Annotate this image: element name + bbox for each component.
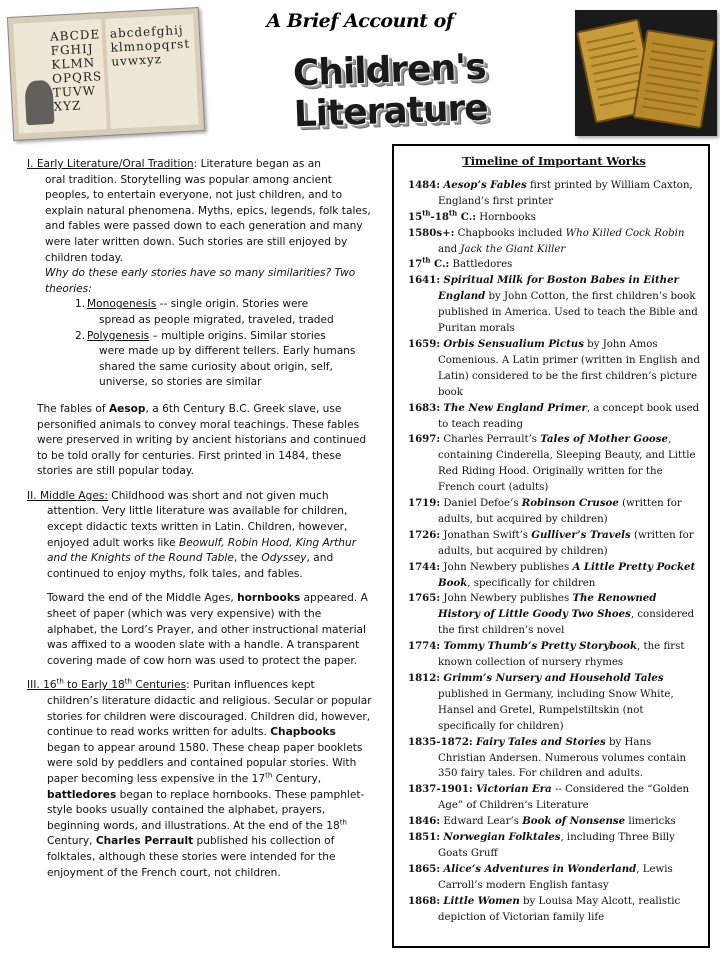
section-early-literature [27,157,372,480]
section-heading: III. 16th to Early 18th Centuries [27,677,187,692]
history-column [27,157,372,890]
section-body: attention. Very little literature was available for children, except didactic texts written in Latin. Children, however, enjoyed adult works like Beowulf, Robin Hood, King Arthur and the Knights of the Round Table, the Odyssey, and continued to enjoy myths, folk tales, and fables. [47,505,357,580]
hornbook-paragraph: Toward the end of the Middle Ages, hornbooks appeared. A sheet of paper (which was very expensive) with the alphabet, the Lord’s Prayer, and other instructional material was affixed to a wooden slate with a handle. A transparent covering made of cow horn was used to protect the paper. [47,592,368,667]
timeline-entry: 1812: Grimm’s Nursery and Household Tales published in Germany, including Snow White, Hansel and Gretel, Rumpelstiltskin (not specifically for children) [408,672,674,732]
timeline-entry: 1697: Charles Perrault’s Tales of Mother Goose, containing Cinderella, Sleeping Beauty, and Little Red Riding Hood. Originally written for the French court (adults) [408,433,696,494]
timeline-entry: 1868: Little Women by Louisa May Alcott, realistic depiction of Victorian family life [408,894,681,923]
hornbook-right [632,29,715,129]
section-middle-ages [27,489,372,670]
section-16th-18th-centuries [27,678,372,881]
section-heading: II. Middle Ages: [27,489,108,502]
theory-item: 2. Polygenesis – multiple origins. Similar stories were made up by different tellers. Early humans shared the same curiosity about origin, self, universe, so stories are similar [75,329,356,389]
timeline-entry: 1683: The New England Primer, a concept book used to teach reading [408,401,700,430]
timeline-entry: 1865: Alice’s Adventures in Wonderland, Lewis Carroll’s modern English fantasy [408,862,673,891]
timeline-entry: 1726: Jonathan Swift’s Gulliver’s Travels (written for adults, but acquired by children) [408,528,694,557]
timeline-entry: 1774: Tommy Thumb’s Pretty Storybook, the first known collection of nursery rhymes [408,640,685,669]
timeline-entry: 1765: John Newbery publishes The Renowned History of Little Goody Two Shoes, considered the first children’s novel [408,592,695,637]
aesop-paragraph: The fables of Aesop, a 6th Century B.C. Greek slave, use personified animals to convey moral teachings. These fables were preserved in writing by ancient historians and continued to be told orally for centuries. First printed in 1484, these stories are still popular today. [37,402,367,478]
theory-term: Monogenesis [87,298,157,311]
theories-list [27,297,372,391]
alphabet-page-left [13,19,107,133]
timeline-entry: 1659: Orbis Sensualium Pictus by John Amos Comenious. A Latin primer (written in English and Latin) considered to be the first children’s picture book [408,337,700,398]
title-subheading: A Brief Account of [266,10,454,32]
hornbook-image [575,10,717,136]
section-heading-line: II. Middle Ages: Childhood was short and not given much [27,489,329,502]
timeline-box [392,144,710,948]
timeline-entry: 1744: John Newbery publishes A Little Pretty Pocket Book, specifically for children [408,560,696,589]
timeline-entry: 15th-18th C.: Hornbooks [408,208,536,223]
section-heading-line: I. Early Literature/Oral Tradition: Literature began as an [27,158,321,170]
woodcut-illustration [24,80,54,125]
timeline-entry: 17th C.: Battledores [408,256,513,271]
alphabet-uppercase: ABCDEFGHIJKLMNOPQRSTUVWXYZ [49,27,103,114]
alphabet-lowercase: abcdefghijklmnopqrstuvwxyz [109,22,191,69]
timeline-entry: 1484: Aesop’s Fables first printed by William Caxton, England’s first printer [408,178,693,207]
page-title: Children's Literature [292,46,489,136]
timeline-entry: 1580s+: Chapbooks included Who Killed Cock Robin and Jack the Giant Killer [408,226,685,255]
section-heading-line: III. 16th to Early 18th Centuries: Puritan influences kept [27,677,315,692]
timeline-entry: 1837-1901: Victorian Era -- Considered the “Golden Age” of Children’s Literature [408,783,690,812]
section-body: children’s literature didactic and religious. Secular or popular stories for children were discouraged. Children did, however, continue to read works written for adults. Chapbooks began to appear around 1580. These cheap paper booklets were sold by peddlers and contained popular stories. With paper becoming less expensive in the 17th Century, battledores began to replace hornbooks. These pamphlet-style books usually contained the alphabet, prayers, beginning words, and illustrations. At the end of the 18th Century, Charles Perrault published his collection of folktales, although these stories were intended for the enjoyment of the French court, not children. [47,695,372,879]
timeline-entry: 1851: Norwegian Folktales, including Three Billy Goats Gruff [408,831,675,859]
theory-term: Polygenesis [87,329,150,342]
section-heading: I. Early Literature/Oral Tradition [27,158,194,170]
timeline-entry: 1835-1872: Fairy Tales and Stories by Hans Christian Andersen. Numerous volumes contain 350 fairy tales. For children and adults. [408,735,687,780]
timeline-entry: 1846: Edward Lear’s Book of Nonsense limericks [408,815,676,828]
timeline-entry: 1641: Spiritual Milk for Boston Babes in Either England by John Cotton, the first children’s book published in America. Used to teach the Bible and Puritan morals [408,274,698,335]
section-body: oral tradition. Storytelling was popular among ancient peoples, to entertain everyone, not just children, and to explain natural phenomena. Myths, epics, legends, folk tales, and fables were passed down to each generation and many were later written down. Such stories are still enjoyed by children today. [45,173,371,264]
timeline-entry: 1719: Daniel Defoe’s Robinson Crusoe (written for adults, but acquired by children) [408,497,682,525]
similarity-question: Why do these early stories have so many similarities? Two theories: [45,267,356,295]
timeline-title: Timeline of Important Works [462,154,646,168]
theory-item: 1. Monogenesis -- single origin. Stories were spread as people migrated, traveled, traded [75,298,334,326]
